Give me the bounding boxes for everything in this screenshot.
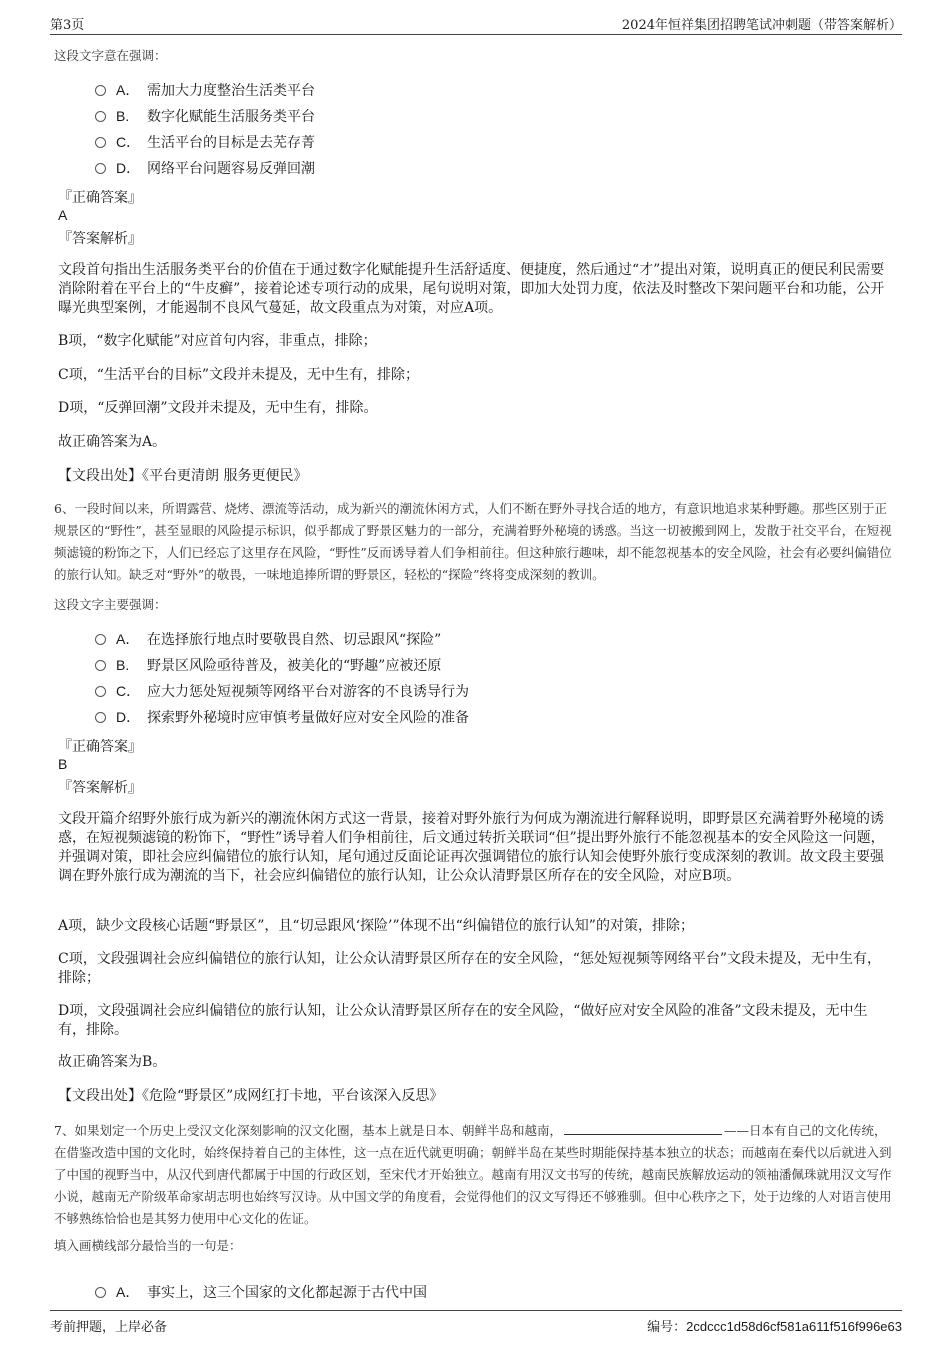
q6-stem: 6、一段时间以来，所谓露营、烧烤、漂流等活动，成为新兴的潮流休闲方式，人们不断在野外寻找合适的地方，有意识地追求某种野趣。那些区别于正规景区的“野性”，甚至显眼的风险提示标识，似乎都成了野景区魅力的一部分，充满着野外秘境的诱惑。当这一切被搬到网上，发散于社交平台，在短视频滤镜的粉饰之下，人们已经忘了这里存在风险，“野性”反而诱导着人们争相前往。但这种旅行趣味，却不能忽视基本的安全风险，社会有必要纠偏错位的旅行认知。缺乏对“野外”的敬畏，一味地追捧所谓的野景区，轻松的“探险”终将变成深刻的教训。 — [54, 501, 892, 582]
radio-icon[interactable] — [95, 686, 106, 697]
document-code: 编号：2cdccc1d58d6cf581a611f516f996e63 — [647, 1319, 902, 1335]
q6-analysis-c: C项，文段强调社会应纠偏错位的旅行认知，让公众认清野景区所存在的安全风险，“惩处短视频等网络平台”文段未提及，无中生有，排除； — [58, 951, 882, 986]
q5-option-b[interactable]: B. 数字化赋能生活服务类平台 — [95, 106, 315, 128]
page-footer — [50, 1310, 902, 1335]
radio-icon[interactable] — [95, 1287, 106, 1298]
q5-analysis-label: 『答案解析』 — [58, 231, 142, 247]
q5-conclusion: 故正确答案为A。 — [58, 434, 167, 450]
q6-option-a[interactable]: A． 在选择旅行地点时要敬畏自然、切忌跟风“探险” — [95, 629, 441, 651]
q6-analysis-main: 文段开篇介绍野外旅行成为新兴的潮流休闲方式这一背景，接着对野外旅行为何成为潮流进行解释说明，即野景区充满着野外秘境的诱惑，在短视频滤镜的粉饰下，“野性”诱导着人们争相前往，后文通过转折关联词“但”提出野外旅行不能忽视基本的安全风险这一问题，并强调对策，即社会应纠偏错位的旅行认知，尾句通过反面论证再次强调错位的旅行认知会使野外旅行变成深刻的教训。故文段主要强调在野外旅行成为潮流的当下，社会应纠偏错位的旅行认知，让公众认清野景区所存在的安全风险，对应B项。 — [58, 811, 885, 884]
radio-icon[interactable] — [95, 634, 106, 645]
q5-analysis-c: C项，“生活平台的目标”文段并未提及，无中生有，排除； — [58, 367, 420, 383]
q6-option-b[interactable]: B. 野景区风险亟待普及，被美化的“野趣”应被还原 — [95, 655, 441, 677]
answer-blank — [564, 1122, 722, 1135]
q6-source: 【文段出处】《危险“野景区”成网红打卡地，平台该深入反思》 — [58, 1088, 444, 1104]
q6-prompt: 这段文字主要强调： — [54, 597, 167, 612]
radio-icon[interactable] — [95, 85, 106, 96]
radio-icon[interactable] — [95, 111, 106, 122]
document-title: 2024年恒祥集团招聘笔试冲刺题（带答案解析） — [621, 18, 902, 33]
radio-icon[interactable] — [95, 660, 106, 671]
q6-analysis-d: D项，文段强调社会应纠偏错位的旅行认知，让公众认清野景区所存在的安全风险，“做好应对安全风险的准备”文段未提及，无中生有，排除。 — [58, 1003, 868, 1038]
q6-analysis-a: A项，缺少文段核心话题“野景区”，且“切忌跟风‘探险’”体现不出“纠偏错位的旅行认知”的对策，排除； — [58, 918, 694, 934]
q7-stem: 7、如果划定一个历史上受汉文化深刻影响的汉文化圈，基本上就是日本、朝鲜半岛和越南， ——日本有自己的文化传统，在借鉴改造中国的文化时，始终保持着自己的主体性，这一点在近代就更明确；朝鲜半岛在某些时期能保持基本独立的状态；而越南在秦代以后就进入到了中国的视野当中，从汉代到唐代都属于中国的行政区划，至宋代才开始独立。越南有用汉文书写的传统，越南民族解放运动的领袖潘佩珠就用汉文写作小说，越南无产阶级革命家胡志明也始终写汉诗。从中国文学的角度看，会觉得他们的汉文写得还不够雅驯。但中心秩序之下，处于边缘的人对语言使用不够熟练恰恰也是其努力使用中心文化的佐证。 — [54, 1123, 892, 1226]
q7-prompt: 填入画横线部分最恰当的一句是： — [54, 1238, 242, 1253]
q6-answer-label: 『正确答案』 — [58, 739, 142, 755]
q5-option-c[interactable]: C． 生活平台的目标是去芜存菁 — [95, 132, 315, 154]
q5-analysis-d: D项，“反弹回潮”文段并未提及，无中生有，排除。 — [58, 400, 378, 416]
q7-option-a[interactable]: A． 事实上，这三个国家的文化都起源于古代中国 — [95, 1282, 427, 1304]
q5-answer: A — [58, 207, 68, 223]
radio-icon[interactable] — [95, 712, 106, 723]
q6-analysis-label: 『答案解析』 — [58, 780, 142, 796]
q6-option-d[interactable]: D． 探索野外秘境时应审慎考量做好应对安全风险的准备 — [95, 707, 469, 729]
q5-answer-label: 『正确答案』 — [58, 190, 142, 206]
page-header — [50, 12, 902, 35]
q5-analysis-b: B项，“数字化赋能”对应首句内容，非重点，排除； — [58, 333, 377, 349]
q5-analysis-main: 文段首句指出生活服务类平台的价值在于通过数字化赋能提升生活舒适度、便捷度，然后通过“才”提出对策，说明真正的便民利民需要消除附着在平台上的“牛皮癣”，接着论述专项行动的成果，尾句说明对策，即加大处罚力度，依法及时整改下架问题平台和功能，公开曝光典型案例，才能遏制不良风气蔓延，故文段重点为对策，对应A项。 — [58, 262, 885, 316]
q5-prompt: 这段文字意在强调： — [54, 48, 167, 63]
q5-source: 【文段出处】《平台更清朗 服务更便民》 — [58, 468, 308, 484]
radio-icon[interactable] — [95, 163, 106, 174]
page-number: 第3页 — [50, 18, 85, 33]
q5-option-a[interactable]: A． 需加大力度整治生活类平台 — [95, 80, 315, 102]
radio-icon[interactable] — [95, 137, 106, 148]
q6-answer: B — [58, 756, 68, 772]
q5-option-d[interactable]: D． 网络平台问题容易反弹回潮 — [95, 158, 315, 180]
q6-option-c[interactable]: C． 应大力惩处短视频等网络平台对游客的不良诱导行为 — [95, 681, 469, 703]
q6-conclusion: 故正确答案为B。 — [58, 1054, 167, 1070]
footer-slogan: 考前押题，上岸必备 — [50, 1320, 168, 1335]
